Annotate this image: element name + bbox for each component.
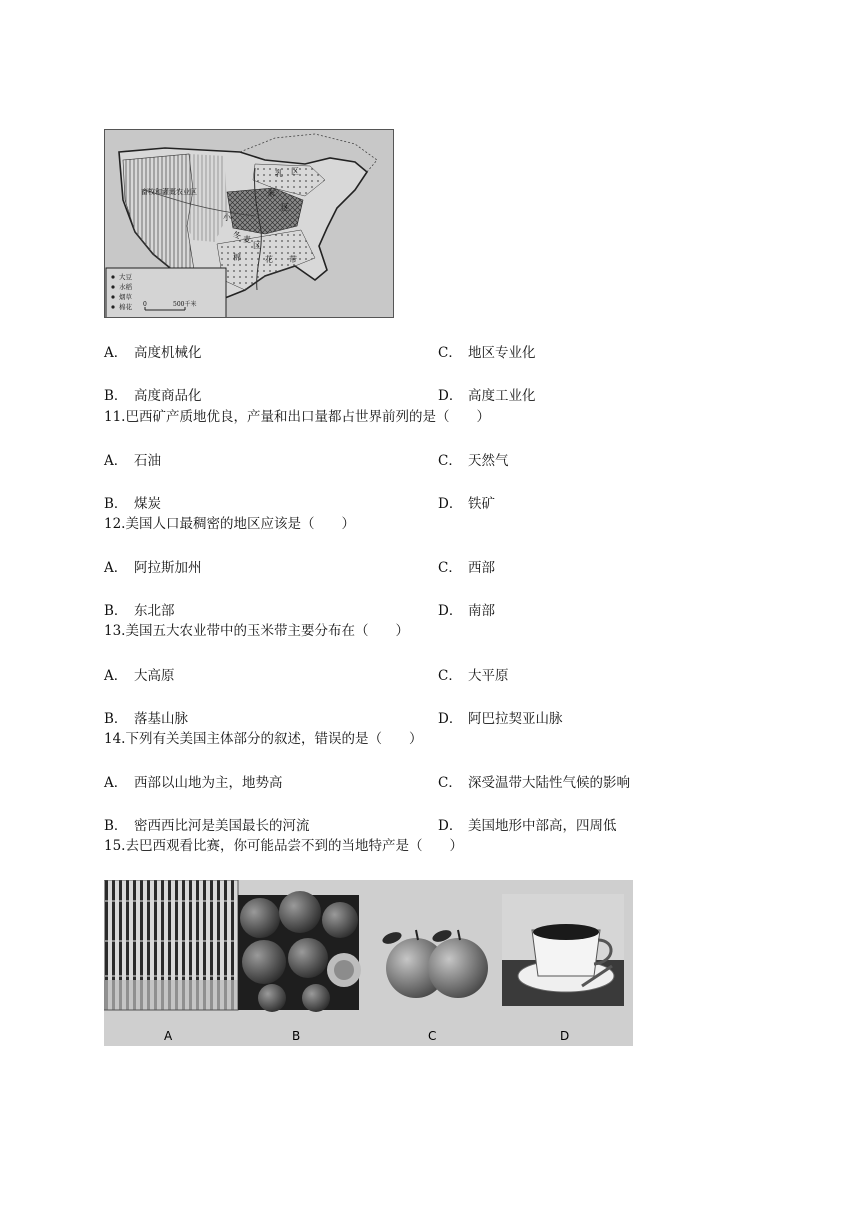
photo-d-coffee — [502, 894, 624, 1006]
q14-stem: 14.下列有关美国主体部分的叙述，错误的是（ ） — [104, 731, 423, 747]
q10-option-b[interactable]: B． 高度商品化 — [104, 388, 202, 404]
q10-option-a[interactable]: A． 高度机械化 — [104, 345, 202, 361]
map-label: 米 — [267, 189, 275, 198]
q12-stem: 12.美国人口最稠密的地区应该是（ ） — [104, 516, 355, 532]
q13-option-a[interactable]: A． 大高原 — [104, 668, 175, 684]
q10-option-d[interactable]: D． 高度工业化 — [438, 388, 536, 404]
caption-b: B — [292, 1029, 301, 1043]
q14-option-d[interactable]: D． 美国地形中部高，四周低 — [438, 818, 617, 834]
q12-option-d[interactable]: D． 南部 — [438, 603, 495, 619]
q14-option-c[interactable]: C． 深受温带大陆性气候的影响 — [438, 775, 630, 791]
q11-option-d[interactable]: D． 铁矿 — [438, 496, 495, 512]
q11-stem: 11.巴西矿产质地优良，产量和出口量都占世界前列的是（ ） — [104, 409, 490, 425]
q13-option-c[interactable]: C． 大平原 — [438, 668, 509, 684]
q11-option-c[interactable]: C． 天然气 — [438, 453, 509, 469]
q13-option-b[interactable]: B． 落基山脉 — [104, 711, 188, 727]
caption-d: D — [560, 1029, 570, 1043]
scale-zero: 0 — [143, 301, 147, 308]
map-label: 冬 — [233, 231, 241, 240]
map-label: 棉 — [233, 253, 241, 262]
photo-c-apples — [381, 928, 488, 998]
map-label: 区 — [281, 203, 289, 212]
q14-option-b[interactable]: B． 密西西比河是美国最长的河流 — [104, 818, 310, 834]
map-label: 麦 — [243, 235, 251, 244]
legend-cotton: 棉花 — [119, 303, 132, 311]
legend-tobacco: 烟草 — [119, 293, 132, 301]
q13-stem: 13.美国五大农业带中的玉米带主要分布在（ ） — [104, 623, 409, 639]
q10-option-c[interactable]: C． 地区专业化 — [438, 345, 536, 361]
scale-label: 500千米 — [173, 301, 197, 308]
q12-option-a[interactable]: A． 阿拉斯加州 — [104, 560, 202, 576]
q15-photo-strip — [104, 880, 633, 1046]
q13-option-d[interactable]: D． 阿巴拉契亚山脉 — [438, 711, 563, 727]
photo-b-oranges — [238, 891, 361, 1012]
map-label: 区 — [291, 167, 299, 176]
q12-option-c[interactable]: C． 西部 — [438, 560, 495, 576]
us-agriculture-map — [104, 129, 394, 318]
map-label: 花 — [265, 255, 273, 264]
caption-a: A — [164, 1029, 173, 1043]
caption-c: C — [428, 1029, 437, 1043]
legend-soybean: 大豆 — [119, 273, 132, 281]
map-label: 小 — [223, 213, 231, 222]
q11-option-a[interactable]: A． 石油 — [104, 453, 161, 469]
q12-option-b[interactable]: B． 东北部 — [104, 603, 175, 619]
map-label: 区 — [253, 241, 261, 250]
q11-option-b[interactable]: B． 煤炭 — [104, 496, 161, 512]
q14-option-a[interactable]: A． 西部以山地为主，地势高 — [104, 775, 283, 791]
map-label: 带 — [289, 255, 297, 264]
map-region-label: 畜牧和灌溉农业区 — [141, 188, 197, 196]
photo-a-sugarcane — [104, 880, 238, 1010]
q15-stem: 15.去巴西观看比赛，你可能品尝不到的当地特产是（ ） — [104, 838, 463, 854]
legend-rice: 水稻 — [119, 283, 132, 291]
map-label: 乳 — [275, 169, 283, 178]
